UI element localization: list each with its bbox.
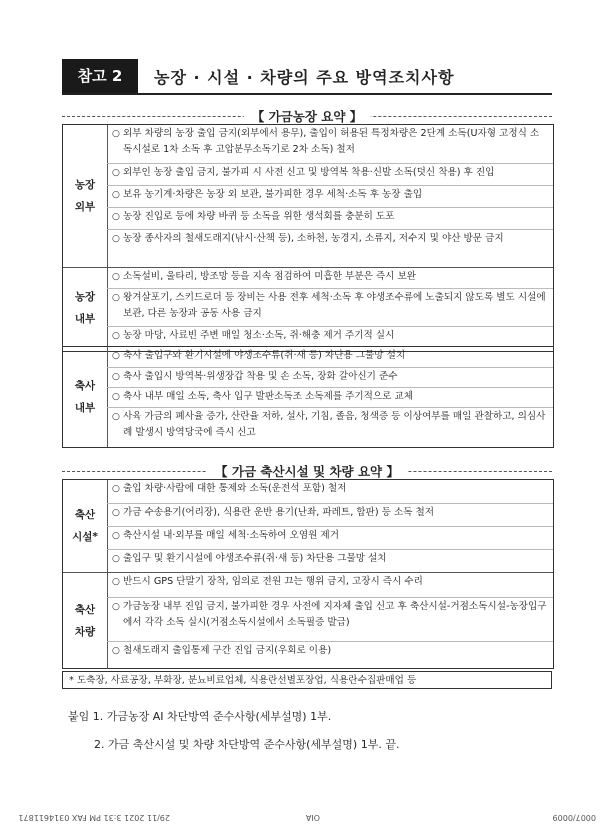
list-item: ○ 농장 종사자의 철새도래지(낚시·산책 등), 소하천, 농경지, 소류지, 저수지 및 야산 방문 금지 xyxy=(107,229,553,267)
group-farm-inside xyxy=(63,267,553,348)
section1-table xyxy=(62,124,554,352)
category-label: 축사 내부 xyxy=(63,347,108,447)
section2-heading: 【 가금 축산시설 및 차량 요약 】 xyxy=(62,462,552,482)
list-item: ○ 농장 진입로 등에 차량 바퀴 등 소독을 위한 생석회를 충분히 도포 xyxy=(107,207,553,229)
section1-heading: 【 가금농장 요약 】 xyxy=(62,107,552,127)
group-farm-outside xyxy=(63,125,553,267)
list-item: ○ 사육 가금의 폐사율 증가, 산란율 저하, 설사, 기침, 졸음, 청색증 등 이상여부를 매일 관찰하고, 의심사례 발생시 방역당국에 즉시 신고 xyxy=(107,407,553,447)
fax-timestamp: 29/11 2021 3:31 PM FAX 0314611871 xyxy=(18,813,170,822)
list-item: ○ 가금 수송용기(어리장), 식용란 운반 용기(난좌, 파레트, 합판) 등 소독 철저 xyxy=(107,503,553,526)
list-item: ○ 철새도래지 출입통제 구간 진입 금지(우회로 이용) xyxy=(107,641,553,669)
list-item: ○ 축사 출입구와 환기시설에 야생조수류(쥐·새 등) 차단용 그물망 설치 xyxy=(112,350,406,361)
section2-table xyxy=(62,479,554,669)
list-item: ○ 가금농장 내부 진입 금지, 불가피한 경우 사전에 지자체 출입 신고 후 축산시설-거점소독시설-농장입구에서 각각 소독 실시(거점소독시설에서 소독필증 발급) xyxy=(107,597,553,641)
list-item: ○ 축사 출입시 방역복·위생장갑 착용 및 손 소독, 장화 갈아신기 준수 xyxy=(107,367,553,387)
fax-header-line xyxy=(0,808,610,826)
list-item: ○ 왕겨살포기, 스키드로더 등 장비는 사용 전후 세척·소독 후 야생조수류에 노출되지 않도록 별도 시설에 보관, 다른 농장과 공동 사용 금지 xyxy=(107,288,553,326)
fax-mid-label: OIA xyxy=(305,813,320,822)
list-item: ○ 출입 차량·사람에 대한 통제와 소독(운전석 포함) 철저 xyxy=(112,483,347,494)
attachment-1: 붙임 1. 가금농장 AI 차단방역 준수사항(세부설명) 1부. xyxy=(68,710,332,723)
reference-badge: 참고 2 xyxy=(62,59,138,93)
category-label: 축산 시설* xyxy=(63,480,108,572)
footnote: * 도축장, 사료공장, 부화장, 분뇨비료업체, 식용란선별포장업, 식용란수집판매업 등 xyxy=(62,671,552,689)
group-facilities xyxy=(63,480,553,572)
category-label: 농장 내부 xyxy=(63,268,108,348)
list-item: ○ 반드시 GPS 단말기 장착, 임의로 전원 끄는 행위 금지, 고장시 즉시 수리 xyxy=(112,576,423,587)
list-item: ○ 출입구 및 환기시설에 야생조수류(쥐·새 등) 차단용 그물망 설치 xyxy=(107,549,553,572)
list-item: ○ 축사 내부 매일 소독, 축사 입구 발판소독조 소독제를 주기적으로 교체 xyxy=(107,387,553,407)
title-bar xyxy=(62,59,552,95)
attachment-2: 2. 가금 축산시설 및 차량 차단방역 준수사항(세부설명) 1부. 끝. xyxy=(94,738,400,751)
category-label: 농장 외부 xyxy=(63,125,108,267)
list-item: ○ 보유 농기계·차량은 농장 외 보관, 불가피한 경우 세척·소독 후 농장 출입 xyxy=(107,185,553,207)
category-label: 축산 차량 xyxy=(63,573,108,669)
title-underline xyxy=(62,93,552,95)
group-barn-inside xyxy=(63,347,553,447)
list-item: ○ 축산시설 내·외부를 매일 세척·소독하여 오염원 제거 xyxy=(107,526,553,549)
list-item: ○ 외부인 농장 출입 금지, 불가피 시 사전 신고 및 방역복 착용·신발 소독(덧신 착용) 후 진입 xyxy=(107,163,553,185)
list-item: ○ 농장 마당, 사료빈 주변 매일 청소·소독, 쥐·해충 제거 주기적 실시 xyxy=(107,326,553,348)
page-title: 농장 · 시설 · 차량의 주요 방역조치사항 xyxy=(154,68,455,87)
group-vehicles xyxy=(63,572,553,669)
list-item: ○ 소독설비, 울타리, 방조망 등을 지속 점검하여 미흡한 부분은 즉시 보완 xyxy=(112,271,417,282)
fax-page-count: 0007/0009 xyxy=(552,813,596,822)
section1-table-barn xyxy=(62,346,554,448)
list-item: ○ 외부 차량의 농장 출입 금지(외부에서 용무), 출입이 허용된 특정차량은 2단계 소독(U자형 고정식 소독시설로 1차 소독 후 고압분무소독기로 2차 소독) 철저 xyxy=(112,128,540,155)
